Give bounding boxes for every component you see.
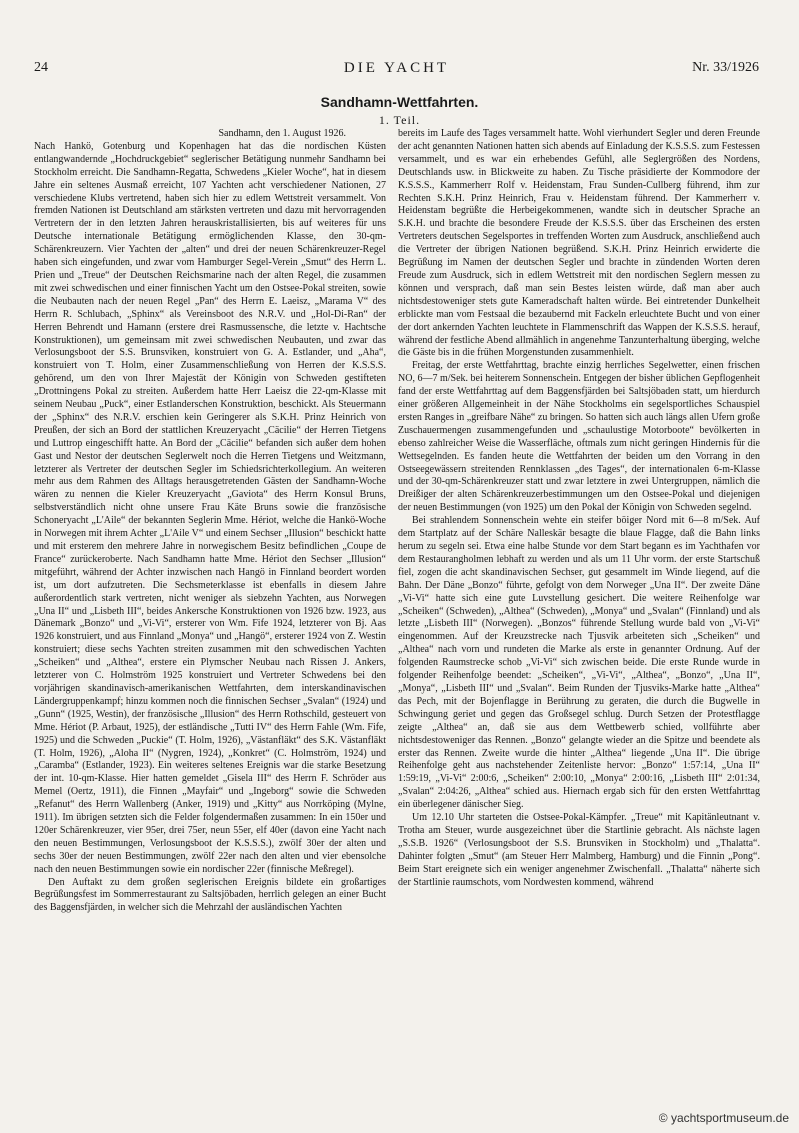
article-title: Sandhamn-Wettfahrten. [320,94,479,110]
dateline: Sandhamn, den 1. August 1926. [218,128,346,139]
paragraph: Den Auftakt zu dem großen seglerischen Ereignis bildete ein großartiges Begrüßungsfest im Sommerrestaurant zu Saltsjöbaden, herrlich gelegen an einer Bucht des Baggensfjärden, in welcher sich die Mehrzahl der ausländischen Yachten [34,876,386,914]
watermark: © yachtsportmuseum.de [658,1111,789,1125]
page-header [34,60,759,82]
paragraph: Um 12.10 Uhr starteten die Ostsee-Pokal-Kämpfer. „Treue“ mit Kapitänleutnant v. Trotha am Steuer, wurde ausgezeichnet über die Startlinie gebracht. Als nächste lagen „S.S.B. 1926“ (Verlosungsboot der S.S. Brunsviken in Stockholm) und „Thalatta“. Dahinter folgten „Smut“ (am Steuer Herr Malmberg, Hamburg) und die Finnin „Pong“. Beim Start ereignete sich ein weniger angenehmer Zwischenfall. „Thalatta“ näherte sich der Startlinie raumschots, vom Nordwesten kommend, während [398,812,760,888]
issue-number: Nr. 33/1926 [692,60,759,75]
left-column [34,128,386,1088]
paragraph: bereits im Laufe des Tages versammelt hatte. Wohl vierhundert Segler und deren Freunde der acht genannten Nationen hatten sich abends auf Einladung der K.S.S.S. zum Festessen versammelt, und es war ein erhebendes Gefühl, alle Seglergrößen des Nordens, Deutschlands usw. in Blickweite zu haben. Zu Tische präsidierte der Kommodore der K.S.S.S., Kammerherr Rolf v. Heidenstam, Frau Sunden-Cullberg führend, ihm zur Rechten S.K.H. Prinz Heinrich, Frau v. Heidenstam führend. Der Kammerherr v. Heidenstam begrüßte die Herbeigekommenen, wandte sich in deutscher Sprache an S.K.H. und brachte die besondere Freude der K.S.S.S. über das Erscheinen des ersten Vertreters deutschen Segelsportes in treffenden Worten zum Ausdruck, anschließend auch die Vertreter der übrigen Nationen begrüßend. S.K.H. Prinz Heinrich erwiderte die Begrüßung im Namen der deutschen Segler und brachte in zündenden Worten deren Freude zum Ausdruck, sich in edlem Wettstreit mit den nordischen Seglern messen zu können und versprach, daß man sein Bestes leisten würde, daß man aber auch nichtsdestoweniger stets gute Kameradschaft halten würde. Bei eintretender Dunkelheit erblickte man vom Festsaal die bezaubernd mit Fackeln erleuchtete Bucht und von einer der dort ankernden Yachten leuchtete in Flammenschrift das Wappen der K.S.S.S. herauf, während der festliche Abend allmählich in angenehme Tanzunterhaltung überging, welche die Gäste bis in die frühen Morgenstunden zusammenhielt. [398,128,760,359]
magazine-title: DIE YACHT [343,60,450,76]
paragraph: Nach Hankö, Gotenburg und Kopenhagen hat das die nordischen Küsten entlangwandernde „Hochdruckgebiet“ seglerischer Betätigung nunmehr Sandhamn bei Stockholm erreicht. Die Sandhamn-Regatta, Schwedens „Kieler Woche“, hat in diesem Jahre ein seltenes Ausmaß erreicht, 107 Yachten acht verschiedener Nationen, 27 verschiedene Klubs vertretend, haben sich hier zu edlem Wettstreit versammelt. Von fremden Nationen ist Deutschland am stärksten vertreten und dazu mit hervorragenden Vertretern der in den letzten Jahren herauskristallisierten, bis auf weiteres für uns Deutsche internationale Betätigung ermöglichenden Klasse, den 30-qm-Schärenkreuzern. Vier Yachten der „alten“ und drei der neuen Schärenkreuzer-Regel haben sich eingefunden, und zwar vom Hamburger Segel-Verein „Smut“ des Herrn L. Prien und „Treue“ der Deutschen Reichsmarine nach der alten Regel, die zusammen mit zwei schwedischen und einer finnischen Yacht um den Ostsee-Pokal streiten, sowie die Neubauten nach der neuen Regel „Pan“ des Herrn E. Laeisz, „Marama V“ des Herrn R. Schlubach, „Sphinx“ als Vereinsboot des N.R.V. und „Hol-Di-Ran“ der Herren Behrendt und Hamann (erstere drei Rasmussensche, die letzte v. Hachtsche Konstruktionen), um gemeinsam mit zwei schwedischen Neubauten, und zwar das Verlosungsboot der S.S. Brunsviken, konstruiert von G. A. Estlander, und „Aha“, konstruiert von T. Holm, einer Zusammenschließung von Herren der K.S.S.S. gehörend, um den von Ihrer Majestät der Königin von Schweden gestifteten „Drottningens Pokal zu streiten. Außerdem hatte Herr Laeisz die 22-qm-Klasse mit seinem Neubau „Puck“, einer Estlanderschen Konstruktion, beschickt. Als Steuermann der „Sphinx“ des N.R.V. erschien kein Geringerer als S.K.H. Prinz Heinrich von Preußen, der sich an Bord der stattlichen Kreuzeryacht „Cäcilie“ der Herren Tietgens und Luttrop eingeschifft hatte. An Bord der „Cäcilie“ befanden sich außer dem hohen Gast und Nestor der deutschen Seglerwelt noch die Herren Tietgens und Weitzmann, letzterer als Vertreter der deutschen Segler im Schiedsrichterkollegium. An weiteren mehr aus dem Rahmen des Alltags herausgetretenden Gästen der Sandhamn-Woche wären zu nennen die Kieler Kreuzeryacht „Gaviota“ des Herrn Konsul Bruns, selbstverständlich nicht ohne unsere Frau Käte Bruns sowie die französische Schoneryacht „L'Aile“ der bekannten Seglerin Mme. Hériot, welche die Hankö-Woche in Norwegen mit ihrem Achter „L'Aile V“ und einem Sechser „Illusion“ beschickt hatte und mit ersterem den mehrere Jahre in norwegischem Besitz befindlichen „Coupe de France“ zurückeroberte. Nach Sandhamn hatte Mme. Hériot den Sechser „Illusion“ mitgeführt, während der Achter inzwischen nach Hangö in Finnland beordert worden ist, um dort aufzutreten. Die Sechsmeterklasse ist ebenfalls in diesem Jahre außerordentlich stark vertreten, nicht weniger als siebzehn Yachten, aus Norwegen „Una II“ und „Lisbeth III“, beides Ankersche Konstruktionen von 1926 bzw. 1923, aus Dänemark „Bonzo“ und „Vi-Vi“, ersterer von Wm. Fife 1924, letzterer von Bj. Aas 1926 konstruiert, und aus Finnland „Monya“ und „Hangö“, ersterer 1924 von Z. Westin konstruiert; diese sechs Yachten streiten zusammen mit den schwedischen Yachten „Scheiken“ und „Althea“, erstere ein Plymscher Neubau nach Rissen J. Ankers, letzterer von C. Holmström 1925 konstruiert und Vertreter Schwedens bei den vorjährigen skandinavisch-amerikanischen Wettfahrten, dem interskandinavischen Ländergruppenkampf; hinzu kommen noch die finnischen Sechser „Svalan“ (1924) und „Gunn“ (1925, Westin), der französische „Illusion“ des Herrn Rothschild, gesteuert von Mme. Hériot (P. Arbaut, 1925), der estländische „Tutti IV“ des Herrn Fahle (Wm. Fife, 1925) und die Schweden „Puckie“ (T. Holm, 1926), „Västanfläkt“ des S.K. Västanfläkt (T. Holm, 1926), „Aloha II“ (Nygren, 1924), „Konkret“ (C. Holmström, 1924) und „Caramba“ (Estlander, 1923). Ein weiteres seltenes Ereignis war die starke Besetzung der int. 10-qm-Klasse. Hier hatten gemeldet „Gisela III“ des Herrn F. Schröder aus Memel (Oertz, 1911), die Finnen „Mayfair“ und „Ingeborg“ sowie die Schweden „Refanut“ des Herrn Wallenberg (Anker, 1919) und „Kitty“ aus Norrköping (Mylne, 1911). Im übrigen setzten sich die Felder folgendermaßen zusammen: In ein 150er und 120er Schärenkreuzer, vier 95er, drei 75er, neun 55er, elf 40er (davon eine Yacht nach den neuen Bestimmungen, Verlosungsboot der K.S.S.S.), zwölf 30er der alten und sechs 30er der neuen Bestimmungen, zwölf 22er nach den alten und vier ebensolche nach den neuen Bestimmungen sowie ein nordischer 22er (finnische Meßregel). [34,140,386,875]
paragraph: Bei strahlendem Sonnenschein wehte ein steifer böiger Nord mit 6—8 m/Sek. Auf dem Startplatz auf der Schäre Nalleskär besagte die blaue Flagge, daß die Bahn links herum zu segeln sei. Etwa eine halbe Stunde vor dem Start begann es im Yachthafen vor dem Restaurangholmen lebhaft zu werden und als um 11 Uhr vorm. der erste Startschuß fiel, zogen die acht skandinavischen Sechser, gut gesammelt im Winde liegend, auf die Bahn. Der Däne „Bonzo“ führte, gefolgt von dem Norweger „Una II“. Der zweite Däne „Vi-Vi“ hatte sich eine gute Luvstellung gesichert. Die weitere Reihenfolge war „Scheiken“ (Schweden), „Althea“ (Schweden), „Monya“ und „Svalan“ (Finnland) und als letzte „Lisbeth III“ (Norwegen). „Bonzos“ führende Stellung wurde bald von „Vi-Vi“ eingenommen. Auf der Kreuzstrecke nach Tjusvik arbeiteten sich „Scheiken“ und „Althea“ nach vorn und rundeten die Marke als erste in genannter Ordnung. Auf der folgenden Raumstrecke schob „Vi-Vi“ sich zwischen beide. Die erste Runde wurde in folgender Reihenfolge beendet: „Scheiken“, „Vi-Vi“, „Althea“, „Bonzo“, „Una II“, „Monya“, „Lisbeth III“ und „Svalan“. Beim Runden der Tjusviks-Marke hatte „Althea“ das Pech, mit der Bojenflagge in Berührung zu geraten, die durch die Bugwelle in Schwingung geriet und gegen das Großsegel schlug. Durch Setzen der Protestflagge zeigte „Althea“ an, daß sie aus dem Wettbewerb schied, vollführte aber nichtsdestoweniger das Rennen. „Bonzo“ gelangte wieder an die Spitze und beendete als erster das Rennen. Zweite wurde die hinter „Althea“ liegende „Una II“. Die übrige Reihenfolge geht aus nachstehender Zeitenliste hervor: „Bonzo“ 1:57:14, „Una II“ 1:59:19, „Vi-Vi“ 2:00:6, „Scheiken“ 2:00:10, „Monya“ 2:00:16, „Lisbeth III“ 2:01:34, „Svalan“ 2:04:26, „Althea“ schied aus. Hiernach ergab sich für den ersten Wettfahrttag ein überlegener dänischer Sieg. [398,515,760,811]
paragraph: Freitag, der erste Wettfahrttag, brachte einzig herrliches Segelwetter, einen frischen NO, 6—7 m/Sek. bei heiterem Sonnenschein. Entgegen der bisher üblichen Gepflogenheit fand der erste Wettfahrttag auf dem Baggensfjärden bei Saltsjöbaden statt, um hierdurch einer größeren Allgemeinheit in der Nähe Stockholms ein segelsportliches Schauspiel ersten Ranges in „greifbare Nähe“ zu bringen. So hatten sich auch längs allen Ufern große Zuschauermengen zusammengefunden und „schaulustige Motorboote“ bevölkerten in ebenso zahlreicher Weise die Wasserfläche, oftmals zum nicht geringen Hindernis für die Wettsegelnden. Es fanden heute die Wettfahrten der beiden um den Vorrang in den Ostseegewässern streitenden Rennklassen „des Tages“, der internationalen 6-m-Klasse und der 30-qm-Schärenkreuzer statt und zwar letztere in zwei Untergruppen, nämlich die Dreißiger der alten Schärenkreuzerbestimmungen um den Ostsee-Pokal und diejenigen der neuen Bestimmungen (von 1925) um den Pokal der Königin von Schweden segelnd. [398,360,760,514]
article-part: 1. Teil. [378,113,421,127]
page-number: 24 [34,60,48,75]
right-column [398,128,760,1088]
